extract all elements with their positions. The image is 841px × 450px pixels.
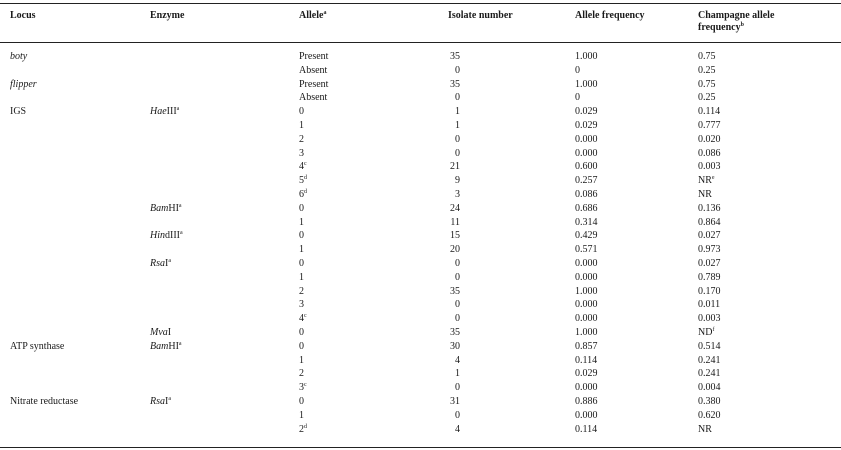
allele-value: 0 — [299, 396, 304, 407]
allele-value: 3 — [299, 382, 304, 394]
allele-cell — [299, 119, 304, 133]
allele-value: 5 — [299, 175, 304, 187]
enzyme-cell — [150, 202, 182, 216]
isolate-number-cell: 3 — [455, 189, 460, 200]
header-champagne-line2 — [698, 22, 774, 34]
allele-frequency-cell: 0.029 — [575, 106, 598, 118]
allele-cell — [299, 91, 327, 105]
allele-frequency-cell: 0.886 — [575, 396, 598, 407]
table-row — [0, 119, 841, 133]
allele-value: 0 — [299, 202, 304, 214]
champagne-frequency-cell — [698, 216, 721, 230]
allele-frequency-cell: 1.000 — [575, 78, 598, 90]
header-allele-label: Allele — [299, 10, 324, 21]
champagne-frequency-value: 0.777 — [698, 120, 721, 131]
allele-cell — [299, 381, 307, 395]
champagne-frequency-cell — [698, 119, 721, 133]
champagne-frequency-value: 0.241 — [698, 368, 721, 380]
champagne-frequency-cell — [698, 91, 716, 105]
table-row — [0, 298, 841, 312]
header-enzyme: Enzyme — [150, 10, 185, 21]
table-row — [0, 354, 841, 368]
allele-value: 0 — [299, 258, 304, 269]
header-locus: Locus — [10, 10, 36, 21]
allele-value: 2 — [299, 368, 304, 380]
allele-cell — [299, 326, 304, 340]
allele-frequency-cell: 1.000 — [575, 285, 598, 297]
isolate-number-cell: 1 — [455, 368, 460, 380]
allele-value: 0 — [299, 340, 304, 352]
isolate-number-cell: 0 — [455, 299, 460, 311]
header-isolate-number: Isolate number — [448, 10, 513, 21]
allele-value: 1 — [299, 120, 304, 131]
allele-cell — [299, 147, 304, 161]
allele-cell — [299, 188, 307, 202]
enzyme-italic-part: Rsa — [150, 396, 165, 407]
enzyme-roman-part: I — [167, 327, 172, 338]
allele-cell — [299, 271, 304, 285]
isolate-number-cell: 1 — [455, 106, 460, 118]
table-row — [0, 326, 841, 340]
allele-value: Present — [299, 78, 329, 90]
allele-value: 0 — [299, 327, 304, 338]
allele-cell — [299, 243, 304, 257]
enzyme-cell — [150, 395, 171, 409]
allele-cell — [299, 202, 304, 216]
enzyme-roman-part: dIII — [165, 230, 180, 242]
table-row — [0, 257, 841, 271]
allele-cell — [299, 64, 327, 78]
isolate-number-cell: 0 — [455, 313, 460, 325]
allele-frequency-cell: 0.029 — [575, 368, 598, 380]
champagne-frequency-value: 0.514 — [698, 340, 721, 352]
table-row — [0, 285, 841, 299]
allele-value: 1 — [299, 244, 304, 256]
isolate-number-cell: 31 — [450, 396, 460, 407]
champagne-frequency-value: 0.003 — [698, 161, 721, 173]
champagne-frequency-value: 0.027 — [698, 230, 721, 242]
table-row — [0, 91, 841, 105]
allele-frequency-cell: 1.000 — [575, 51, 598, 62]
table-row — [0, 395, 841, 409]
isolate-number-cell: 35 — [450, 78, 460, 90]
allele-value: 0 — [299, 106, 304, 118]
enzyme-roman-part: I — [165, 396, 169, 407]
locus-cell — [10, 50, 27, 64]
allele-value: 0 — [299, 230, 304, 242]
locus-name: boty — [10, 51, 28, 62]
enzyme-italic-part: Rsa — [150, 258, 165, 269]
table-row — [0, 312, 841, 326]
header-champagne-line2-text: frequency — [698, 22, 741, 33]
enzyme-roman-part: I — [165, 258, 169, 269]
champagne-frequency-value: 0.020 — [698, 133, 721, 145]
allele-value: 2 — [299, 423, 304, 435]
champagne-frequency-cell — [698, 423, 712, 437]
header-champagne-line1: Champagne allele — [698, 10, 775, 21]
allele-value: 1 — [299, 216, 304, 228]
allele-frequency-cell: 0 — [575, 92, 580, 104]
allele-value: 3 — [299, 299, 304, 311]
champagne-frequency-value: ND — [698, 327, 713, 338]
allele-value: Present — [299, 51, 329, 62]
champagne-frequency-cell — [698, 285, 721, 299]
allele-cell — [299, 257, 304, 271]
champagne-frequency-value: 0.25 — [698, 64, 716, 76]
champagne-frequency-value: 0.241 — [698, 354, 721, 366]
locus-name: ATP synthase — [10, 340, 65, 352]
champagne-frequency-value: NR — [698, 175, 712, 187]
enzyme-cell — [150, 326, 171, 340]
enzyme-footnote: a — [168, 396, 172, 402]
allele-footnote: d — [304, 175, 307, 182]
allele-value: Absent — [299, 64, 328, 76]
champagne-frequency-cell — [698, 64, 716, 78]
allele-frequency-cell: 0.857 — [575, 340, 598, 352]
allele-footnote: d — [304, 189, 307, 195]
top-rule — [0, 3, 841, 4]
champagne-frequency-cell — [698, 340, 721, 354]
allele-cell — [299, 354, 304, 368]
champagne-frequency-cell — [698, 367, 721, 381]
allele-value: Absent — [299, 92, 328, 104]
allele-frequency-cell: 0 — [575, 64, 580, 76]
enzyme-footnote: a — [178, 202, 182, 209]
allele-cell — [299, 367, 304, 381]
allele-frequency-cell: 0.086 — [575, 189, 598, 200]
isolate-number-cell: 0 — [455, 258, 460, 269]
allele-frequency-cell: 0.000 — [575, 313, 598, 325]
header-rule — [0, 42, 841, 43]
champagne-frequency-cell — [698, 188, 712, 202]
isolate-number-cell: 0 — [455, 92, 460, 104]
header-allele-footnote: a — [323, 10, 327, 16]
champagne-frequency-value: 0.973 — [698, 244, 721, 256]
isolate-number-cell: 35 — [450, 51, 460, 62]
allele-cell — [299, 285, 304, 299]
champagne-frequency-cell — [698, 257, 721, 271]
allele-value: 4 — [299, 313, 304, 325]
enzyme-footnote: a — [168, 258, 172, 264]
table-row — [0, 174, 841, 188]
table-row — [0, 50, 841, 64]
champagne-footnote: f — [712, 327, 715, 333]
champagne-frequency-cell — [698, 229, 721, 243]
enzyme-footnote: a — [176, 106, 180, 113]
champagne-frequency-value: 0.620 — [698, 409, 721, 421]
isolate-number-cell: 15 — [450, 230, 460, 242]
locus-cell — [10, 78, 37, 92]
isolate-number-cell: 30 — [450, 340, 460, 352]
allele-cell — [299, 105, 304, 119]
champagne-frequency-value: 0.789 — [698, 271, 721, 283]
champagne-frequency-value: 0.114 — [698, 106, 721, 118]
champagne-frequency-cell — [698, 133, 721, 147]
allele-cell — [299, 340, 304, 354]
enzyme-footnote: a — [178, 340, 182, 347]
allele-footnote: c — [304, 382, 307, 389]
isolate-number-cell: 4 — [455, 354, 460, 366]
table-row — [0, 64, 841, 78]
allele-frequency-cell: 0.000 — [575, 147, 598, 159]
champagne-frequency-cell — [698, 78, 716, 92]
header-allele — [299, 10, 326, 22]
champagne-frequency-cell — [698, 298, 720, 312]
allele-value: 2 — [299, 285, 304, 297]
locus-cell — [10, 105, 26, 119]
champagne-frequency-cell — [698, 326, 714, 340]
table-row — [0, 133, 841, 147]
locus-name: flipper — [10, 78, 37, 90]
allele-frequency-cell: 0.600 — [575, 161, 598, 173]
allele-value: 1 — [299, 271, 304, 283]
allele-frequency-cell: 0.429 — [575, 230, 598, 242]
table-row — [0, 271, 841, 285]
allele-cell — [299, 298, 304, 312]
allele-cell — [299, 133, 304, 147]
allele-frequency-cell: 0.000 — [575, 409, 598, 421]
champagne-frequency-value: 0.25 — [698, 92, 716, 104]
allele-cell — [299, 409, 304, 423]
allele-frequency-cell: 0.114 — [575, 354, 598, 366]
allele-cell — [299, 160, 307, 174]
allele-frequency-cell: 0.571 — [575, 244, 598, 256]
allele-frequency-cell: 0.000 — [575, 133, 598, 145]
table-row — [0, 409, 841, 423]
locus-cell — [10, 340, 64, 354]
table-row — [0, 160, 841, 174]
isolate-number-cell: 9 — [455, 175, 460, 187]
champagne-frequency-value: 0.086 — [698, 147, 721, 159]
allele-footnote: c — [304, 161, 307, 168]
champagne-frequency-value: 0.380 — [698, 396, 721, 407]
isolate-number-cell: 0 — [455, 409, 460, 421]
isolate-number-cell: 0 — [455, 382, 460, 394]
allele-frequency-cell: 0.000 — [575, 299, 598, 311]
allele-cell — [299, 50, 328, 64]
table-row — [0, 367, 841, 381]
isolate-number-cell: 0 — [455, 64, 460, 76]
isolate-number-cell: 20 — [450, 244, 460, 256]
isolate-number-cell: 0 — [455, 271, 460, 283]
allele-frequency-cell: 0.314 — [575, 216, 598, 228]
champagne-footnote: e — [711, 175, 715, 182]
table-row — [0, 381, 841, 395]
locus-name: Nitrate reductase — [10, 396, 79, 407]
champagne-frequency-cell — [698, 381, 721, 395]
champagne-frequency-value: 0.864 — [698, 216, 721, 228]
allele-frequency-cell: 0.686 — [575, 202, 598, 214]
enzyme-roman-part: III — [166, 106, 177, 118]
allele-cell — [299, 174, 307, 188]
locus-name: IGS — [10, 106, 27, 118]
champagne-frequency-value: 0.75 — [698, 51, 716, 62]
allele-cell — [299, 312, 307, 326]
allele-value: 1 — [299, 409, 304, 421]
isolate-number-cell: 11 — [450, 216, 460, 228]
allele-frequency-cell: 0.000 — [575, 271, 598, 283]
champagne-frequency-value: 0.75 — [698, 78, 716, 90]
champagne-frequency-cell — [698, 202, 721, 216]
isolate-number-cell: 35 — [450, 285, 460, 297]
header-champagne-frequency — [698, 10, 774, 34]
table-row — [0, 78, 841, 92]
table-row — [0, 229, 841, 243]
allele-cell — [299, 78, 328, 92]
table-row — [0, 202, 841, 216]
allele-frequency-cell: 0.029 — [575, 120, 598, 131]
allele-frequency-cell: 0.257 — [575, 175, 598, 187]
allele-cell — [299, 423, 307, 437]
enzyme-italic-part: Bam — [150, 340, 169, 352]
allele-value: 3 — [299, 147, 304, 159]
enzyme-roman-part: HI — [168, 202, 179, 214]
champagne-frequency-cell — [698, 395, 721, 409]
table-row — [0, 216, 841, 230]
allele-frequency-cell: 0.114 — [575, 423, 598, 435]
enzyme-footnote: a — [180, 230, 183, 237]
champagne-frequency-cell — [698, 271, 721, 285]
champagne-frequency-value: NR — [698, 423, 712, 435]
champagne-frequency-cell — [698, 243, 721, 257]
allele-value: 4 — [299, 161, 304, 173]
enzyme-cell — [150, 340, 182, 354]
champagne-frequency-cell — [698, 354, 721, 368]
champagne-frequency-value: 0.003 — [698, 313, 721, 325]
champagne-frequency-value: 0.027 — [698, 258, 721, 269]
allele-value: 6 — [299, 189, 304, 200]
enzyme-italic-part: Bam — [150, 202, 169, 214]
table-row — [0, 188, 841, 202]
champagne-frequency-value: 0.136 — [698, 202, 721, 214]
isolate-number-cell: 0 — [455, 133, 460, 145]
header-champagne-footnote: b — [740, 22, 744, 28]
allele-cell — [299, 229, 304, 243]
allele-cell — [299, 216, 304, 230]
table-row — [0, 105, 841, 119]
isolate-number-cell: 4 — [455, 423, 460, 435]
isolate-number-cell: 21 — [450, 161, 460, 173]
enzyme-italic-part: Hin — [150, 230, 165, 242]
champagne-frequency-cell — [698, 174, 715, 188]
enzyme-cell — [150, 229, 183, 243]
allele-value: 2 — [299, 133, 304, 145]
enzyme-italic-part: Hae — [150, 106, 167, 118]
champagne-frequency-cell — [698, 105, 720, 119]
table-row — [0, 147, 841, 161]
champagne-frequency-cell — [698, 147, 721, 161]
allele-footnote: c — [304, 313, 307, 320]
table-row — [0, 340, 841, 354]
champagne-frequency-value: 0.170 — [698, 285, 721, 297]
champagne-frequency-cell — [698, 409, 721, 423]
allele-value: 1 — [299, 354, 304, 366]
table-row — [0, 423, 841, 437]
enzyme-cell — [150, 105, 179, 119]
allele-frequency-cell: 0.000 — [575, 258, 598, 269]
champagne-frequency-cell — [698, 160, 721, 174]
allele-footnote: d — [304, 423, 307, 430]
isolate-number-cell: 24 — [450, 202, 460, 214]
champagne-frequency-cell — [698, 312, 721, 326]
isolate-number-cell: 1 — [455, 120, 460, 131]
enzyme-italic-part: Mva — [150, 327, 168, 338]
champagne-frequency-cell — [698, 50, 716, 64]
isolate-number-cell: 0 — [455, 147, 460, 159]
enzyme-roman-part: HI — [168, 340, 179, 352]
champagne-frequency-value: 0.011 — [698, 299, 721, 311]
bottom-rule — [0, 447, 841, 448]
allele-frequency-cell: 0.000 — [575, 382, 598, 394]
allele-cell — [299, 395, 304, 409]
allele-frequency-cell: 1.000 — [575, 327, 598, 338]
table-row — [0, 243, 841, 257]
enzyme-cell — [150, 257, 171, 271]
header-allele-frequency: Allele frequency — [575, 10, 645, 21]
champagne-frequency-value: NR — [698, 189, 712, 200]
locus-cell — [10, 395, 78, 409]
champagne-frequency-value: 0.004 — [698, 382, 721, 394]
isolate-number-cell: 35 — [450, 327, 460, 338]
